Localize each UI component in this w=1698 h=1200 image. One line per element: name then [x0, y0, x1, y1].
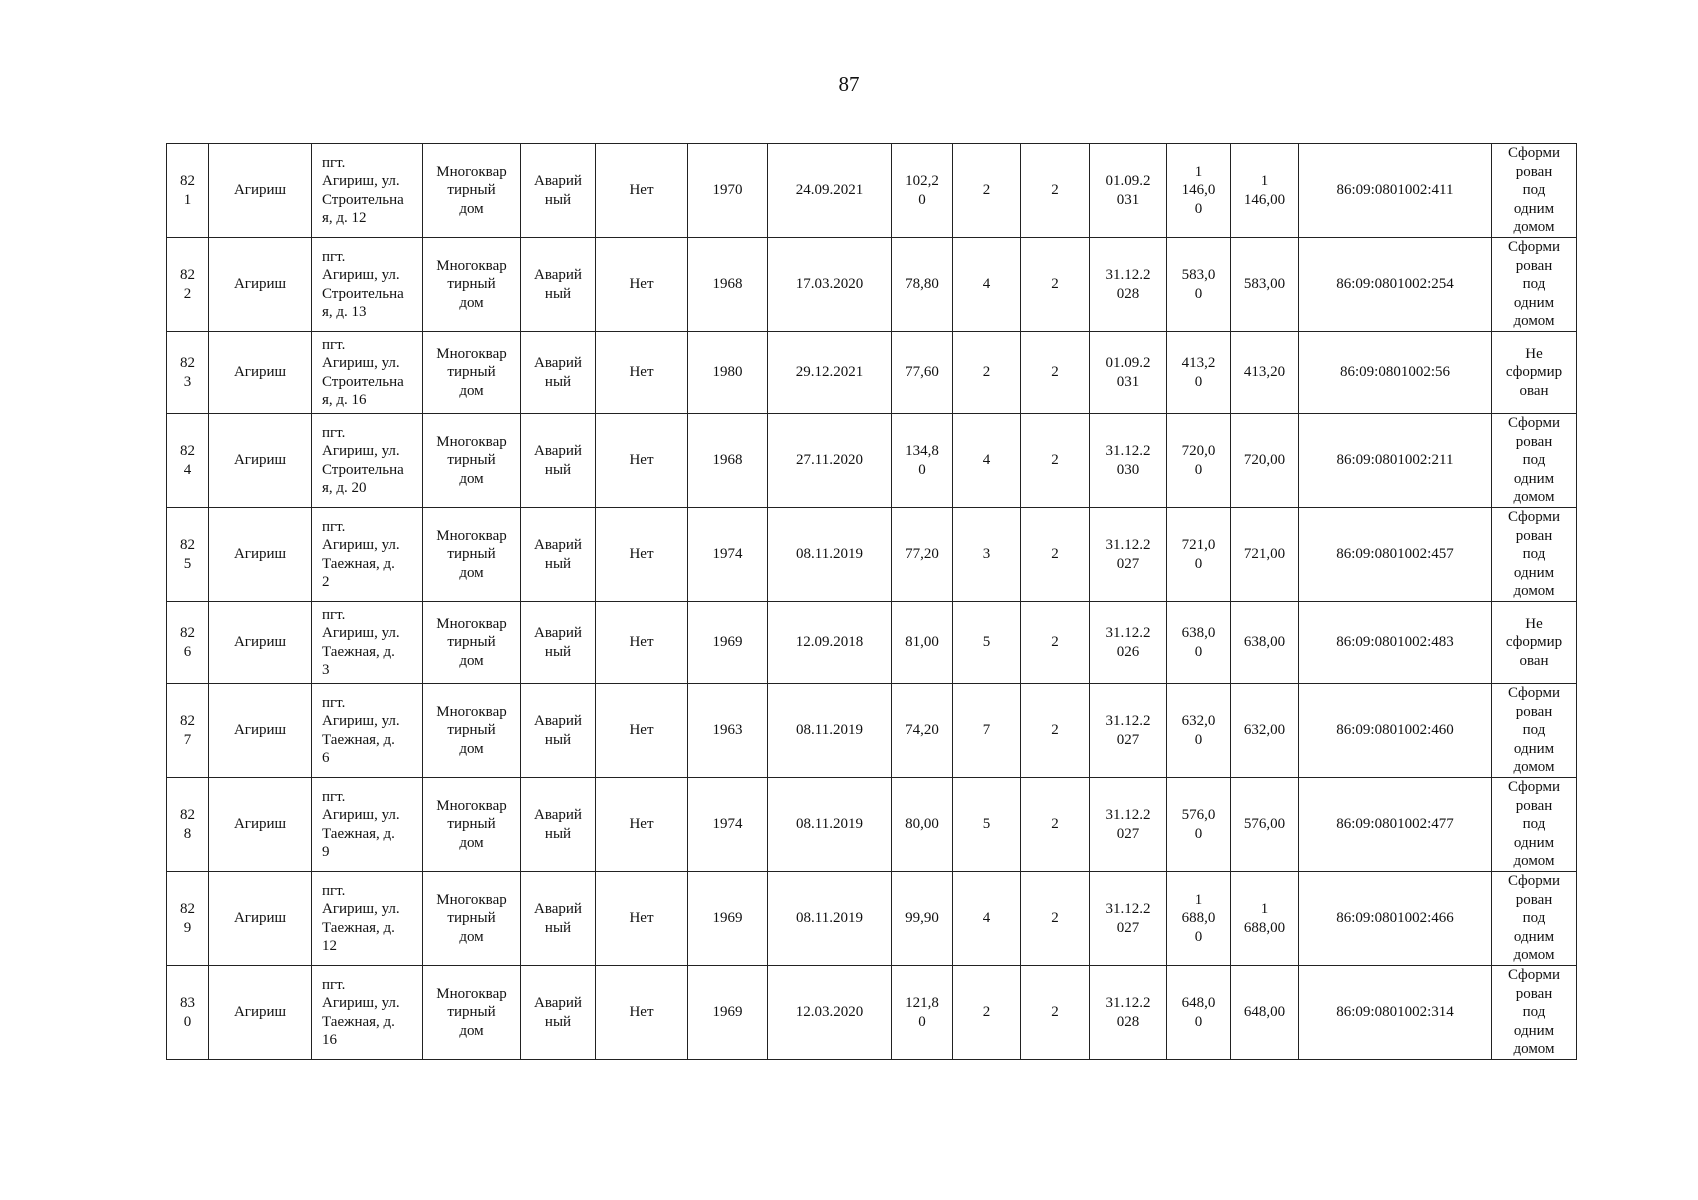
cell-total-area: 638,0 0 [1167, 602, 1231, 684]
cell-cadastral-number: 86:09:0801002:466 [1299, 872, 1492, 966]
cell-number: 83 0 [167, 966, 209, 1060]
cell-area: 77,60 [892, 332, 953, 414]
cell-count-a: 7 [953, 684, 1021, 778]
cell-count-a: 2 [953, 966, 1021, 1060]
cell-number: 82 5 [167, 508, 209, 602]
table-row [167, 966, 1577, 1060]
cell-cadastral-number: 86:09:0801002:477 [1299, 778, 1492, 872]
cell-address: пгт. Агириш, ул. Таежная, д. 6 [312, 684, 423, 778]
cell-count-b: 2 [1021, 508, 1090, 602]
cell-date: 08.11.2019 [768, 778, 892, 872]
cell-year: 1980 [688, 332, 768, 414]
cell-land-status: Сформи рован под одним домом [1492, 778, 1577, 872]
cell-count-a: 5 [953, 778, 1021, 872]
cell-settlement: Агириш [209, 602, 312, 684]
cell-year: 1969 [688, 602, 768, 684]
cell-count-b: 2 [1021, 684, 1090, 778]
table-row [167, 332, 1577, 414]
cell-total-area: 1 146,0 0 [1167, 144, 1231, 238]
cell-area: 74,20 [892, 684, 953, 778]
cell-land-status: Сформи рован под одним домом [1492, 238, 1577, 332]
cell-flag: Нет [596, 332, 688, 414]
cell-cadastral-number: 86:09:0801002:56 [1299, 332, 1492, 414]
cell-address: пгт. Агириш, ул. Строительна я, д. 20 [312, 414, 423, 508]
cell-number: 82 8 [167, 778, 209, 872]
housing-registry-table [166, 143, 1577, 1060]
cell-count-b: 2 [1021, 238, 1090, 332]
cell-deadline: 31.12.2 027 [1090, 508, 1167, 602]
cell-date: 08.11.2019 [768, 508, 892, 602]
cell-address: пгт. Агириш, ул. Строительна я, д. 13 [312, 238, 423, 332]
cell-date: 08.11.2019 [768, 872, 892, 966]
cell-status: Аварий ный [521, 144, 596, 238]
cell-area: 77,20 [892, 508, 953, 602]
cell-building-type: Многоквар тирный дом [423, 684, 521, 778]
cell-building-type: Многоквар тирный дом [423, 508, 521, 602]
cell-building-type: Многоквар тирный дом [423, 872, 521, 966]
cell-settlement: Агириш [209, 414, 312, 508]
cell-flag: Нет [596, 778, 688, 872]
cell-land-status: Не сформир ован [1492, 602, 1577, 684]
cell-area: 81,00 [892, 602, 953, 684]
cell-living-area: 1 688,00 [1231, 872, 1299, 966]
cell-date: 27.11.2020 [768, 414, 892, 508]
cell-count-b: 2 [1021, 602, 1090, 684]
cell-status: Аварий ный [521, 238, 596, 332]
cell-status: Аварий ный [521, 778, 596, 872]
cell-living-area: 583,00 [1231, 238, 1299, 332]
cell-status: Аварий ный [521, 684, 596, 778]
cell-count-b: 2 [1021, 414, 1090, 508]
cell-area: 80,00 [892, 778, 953, 872]
cell-count-a: 2 [953, 332, 1021, 414]
cell-count-b: 2 [1021, 144, 1090, 238]
cell-total-area: 576,0 0 [1167, 778, 1231, 872]
cell-land-status: Сформи рован под одним домом [1492, 414, 1577, 508]
cell-year: 1974 [688, 778, 768, 872]
table-row [167, 872, 1577, 966]
cell-land-status: Сформи рован под одним домом [1492, 872, 1577, 966]
cell-flag: Нет [596, 508, 688, 602]
cell-number: 82 2 [167, 238, 209, 332]
cell-deadline: 31.12.2 026 [1090, 602, 1167, 684]
cell-settlement: Агириш [209, 238, 312, 332]
cell-total-area: 648,0 0 [1167, 966, 1231, 1060]
cell-living-area: 576,00 [1231, 778, 1299, 872]
cell-count-b: 2 [1021, 778, 1090, 872]
cell-status: Аварий ный [521, 602, 596, 684]
cell-number: 82 3 [167, 332, 209, 414]
cell-year: 1969 [688, 966, 768, 1060]
cell-status: Аварий ный [521, 414, 596, 508]
cell-number: 82 7 [167, 684, 209, 778]
cell-total-area: 632,0 0 [1167, 684, 1231, 778]
cell-deadline: 31.12.2 027 [1090, 684, 1167, 778]
cell-deadline: 31.12.2 027 [1090, 778, 1167, 872]
cell-count-b: 2 [1021, 872, 1090, 966]
table-row [167, 144, 1577, 238]
cell-count-b: 2 [1021, 332, 1090, 414]
cell-land-status: Сформи рован под одним домом [1492, 966, 1577, 1060]
cell-deadline: 31.12.2 028 [1090, 238, 1167, 332]
cell-count-a: 5 [953, 602, 1021, 684]
cell-living-area: 638,00 [1231, 602, 1299, 684]
cell-living-area: 648,00 [1231, 966, 1299, 1060]
cell-cadastral-number: 86:09:0801002:254 [1299, 238, 1492, 332]
cell-year: 1968 [688, 238, 768, 332]
cell-deadline: 31.12.2 027 [1090, 872, 1167, 966]
cell-number: 82 6 [167, 602, 209, 684]
cell-address: пгт. Агириш, ул. Таежная, д. 2 [312, 508, 423, 602]
cell-count-a: 4 [953, 872, 1021, 966]
cell-year: 1970 [688, 144, 768, 238]
cell-settlement: Агириш [209, 966, 312, 1060]
cell-cadastral-number: 86:09:0801002:483 [1299, 602, 1492, 684]
cell-status: Аварий ный [521, 872, 596, 966]
cell-total-area: 721,0 0 [1167, 508, 1231, 602]
cell-building-type: Многоквар тирный дом [423, 966, 521, 1060]
cell-address: пгт. Агириш, ул. Таежная, д. 12 [312, 872, 423, 966]
table-row [167, 778, 1577, 872]
cell-building-type: Многоквар тирный дом [423, 144, 521, 238]
cell-address: пгт. Агириш, ул. Таежная, д. 9 [312, 778, 423, 872]
table-body [167, 144, 1577, 1060]
cell-living-area: 720,00 [1231, 414, 1299, 508]
cell-address: пгт. Агириш, ул. Строительна я, д. 16 [312, 332, 423, 414]
cell-settlement: Агириш [209, 144, 312, 238]
cell-flag: Нет [596, 872, 688, 966]
cell-date: 17.03.2020 [768, 238, 892, 332]
cell-flag: Нет [596, 684, 688, 778]
cell-date: 24.09.2021 [768, 144, 892, 238]
cell-settlement: Агириш [209, 332, 312, 414]
cell-living-area: 1 146,00 [1231, 144, 1299, 238]
cell-land-status: Сформи рован под одним домом [1492, 508, 1577, 602]
cell-number: 82 1 [167, 144, 209, 238]
cell-building-type: Многоквар тирный дом [423, 778, 521, 872]
cell-area: 134,8 0 [892, 414, 953, 508]
cell-deadline: 31.12.2 028 [1090, 966, 1167, 1060]
cell-deadline: 01.09.2 031 [1090, 144, 1167, 238]
cell-total-area: 1 688,0 0 [1167, 872, 1231, 966]
cell-area: 99,90 [892, 872, 953, 966]
page-number: 87 [838, 72, 860, 96]
cell-cadastral-number: 86:09:0801002:460 [1299, 684, 1492, 778]
cell-total-area: 583,0 0 [1167, 238, 1231, 332]
table-row [167, 238, 1577, 332]
cell-flag: Нет [596, 238, 688, 332]
cell-deadline: 01.09.2 031 [1090, 332, 1167, 414]
cell-number: 82 4 [167, 414, 209, 508]
cell-flag: Нет [596, 966, 688, 1060]
cell-settlement: Агириш [209, 684, 312, 778]
cell-address: пгт. Агириш, ул. Таежная, д. 16 [312, 966, 423, 1060]
cell-area: 78,80 [892, 238, 953, 332]
cell-address: пгт. Агириш, ул. Строительна я, д. 12 [312, 144, 423, 238]
table-row [167, 602, 1577, 684]
cell-date: 12.09.2018 [768, 602, 892, 684]
cell-land-status: Не сформир ован [1492, 332, 1577, 414]
cell-settlement: Агириш [209, 508, 312, 602]
cell-date: 08.11.2019 [768, 684, 892, 778]
cell-building-type: Многоквар тирный дом [423, 332, 521, 414]
cell-area: 102,2 0 [892, 144, 953, 238]
cell-count-a: 4 [953, 414, 1021, 508]
cell-date: 29.12.2021 [768, 332, 892, 414]
cell-land-status: Сформи рован под одним домом [1492, 144, 1577, 238]
cell-total-area: 720,0 0 [1167, 414, 1231, 508]
cell-year: 1968 [688, 414, 768, 508]
cell-count-b: 2 [1021, 966, 1090, 1060]
table-row [167, 508, 1577, 602]
cell-flag: Нет [596, 602, 688, 684]
cell-flag: Нет [596, 414, 688, 508]
cell-living-area: 721,00 [1231, 508, 1299, 602]
table-row [167, 414, 1577, 508]
cell-count-a: 2 [953, 144, 1021, 238]
cell-year: 1963 [688, 684, 768, 778]
cell-status: Аварий ный [521, 508, 596, 602]
cell-count-a: 3 [953, 508, 1021, 602]
cell-land-status: Сформи рован под одним домом [1492, 684, 1577, 778]
cell-cadastral-number: 86:09:0801002:411 [1299, 144, 1492, 238]
cell-year: 1974 [688, 508, 768, 602]
cell-status: Аварий ный [521, 966, 596, 1060]
cell-total-area: 413,2 0 [1167, 332, 1231, 414]
cell-deadline: 31.12.2 030 [1090, 414, 1167, 508]
cell-cadastral-number: 86:09:0801002:211 [1299, 414, 1492, 508]
cell-building-type: Многоквар тирный дом [423, 238, 521, 332]
cell-flag: Нет [596, 144, 688, 238]
cell-number: 82 9 [167, 872, 209, 966]
cell-building-type: Многоквар тирный дом [423, 602, 521, 684]
table-row [167, 684, 1577, 778]
cell-settlement: Агириш [209, 872, 312, 966]
cell-cadastral-number: 86:09:0801002:314 [1299, 966, 1492, 1060]
cell-building-type: Многоквар тирный дом [423, 414, 521, 508]
cell-date: 12.03.2020 [768, 966, 892, 1060]
cell-status: Аварий ный [521, 332, 596, 414]
cell-year: 1969 [688, 872, 768, 966]
cell-area: 121,8 0 [892, 966, 953, 1060]
cell-cadastral-number: 86:09:0801002:457 [1299, 508, 1492, 602]
cell-settlement: Агириш [209, 778, 312, 872]
cell-address: пгт. Агириш, ул. Таежная, д. 3 [312, 602, 423, 684]
cell-living-area: 632,00 [1231, 684, 1299, 778]
cell-living-area: 413,20 [1231, 332, 1299, 414]
cell-count-a: 4 [953, 238, 1021, 332]
